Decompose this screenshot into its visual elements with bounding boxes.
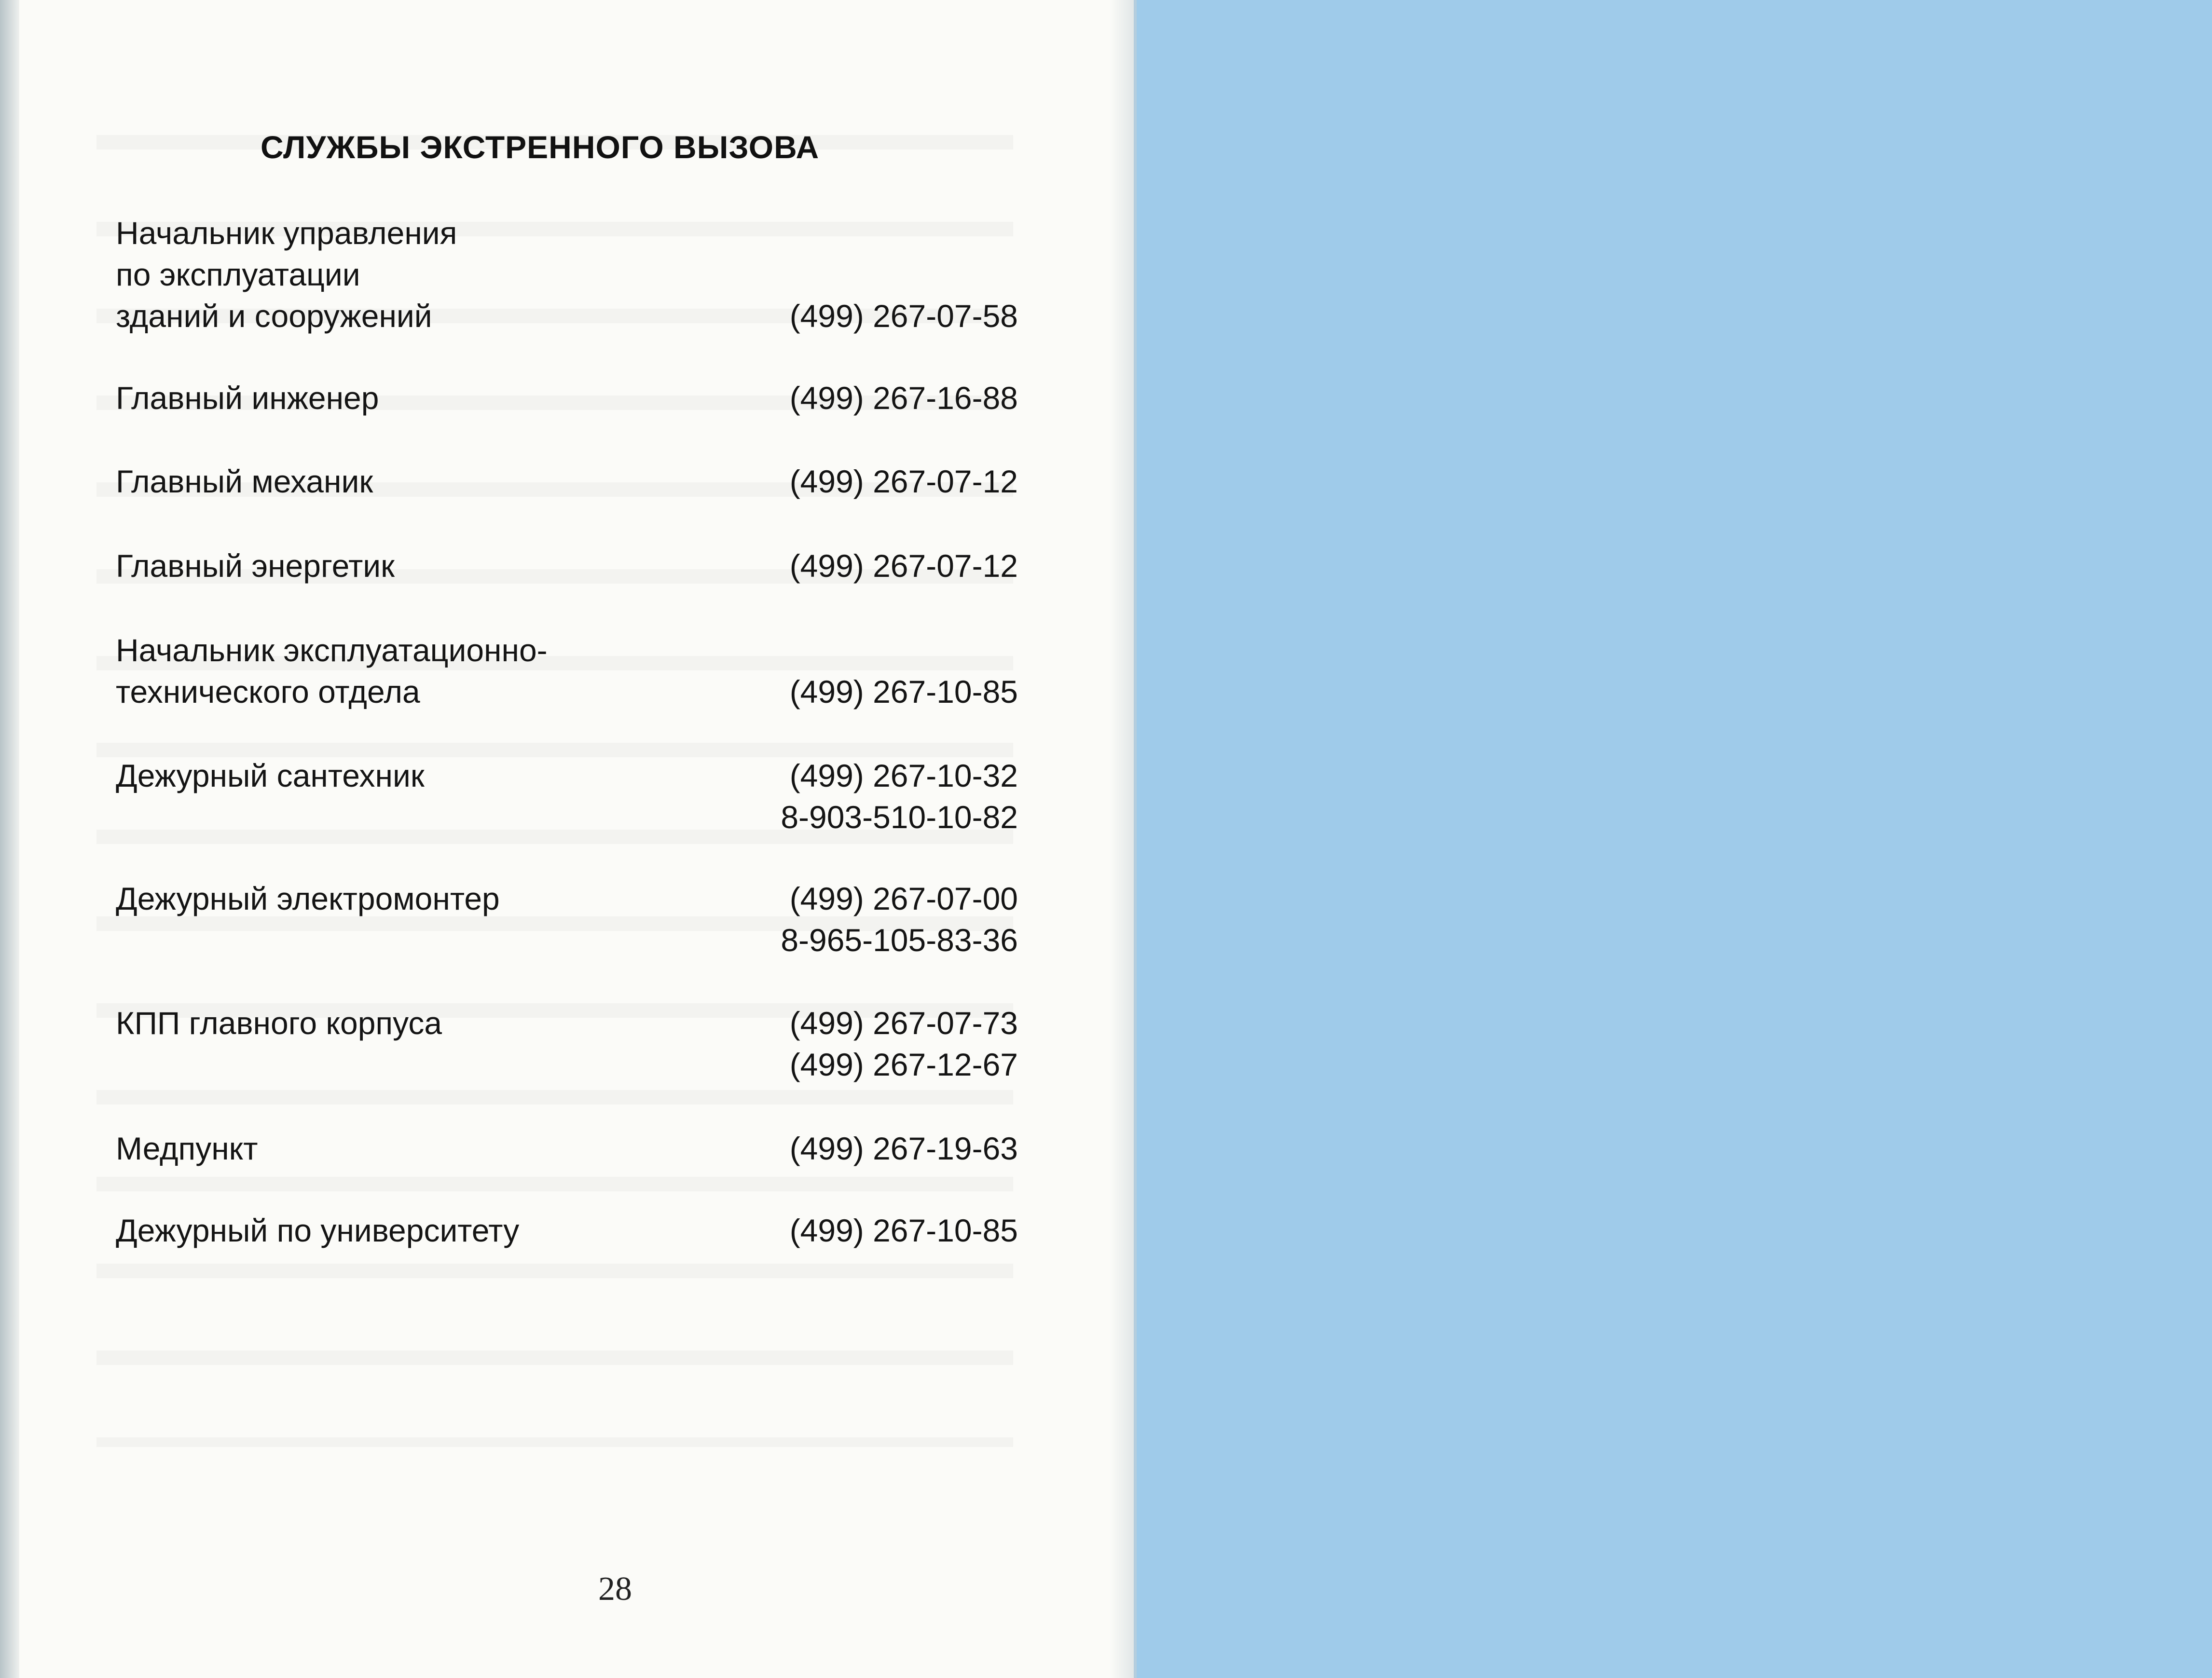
contact-name <box>116 1002 695 1044</box>
phone-number: (499) 267-07-58 <box>789 298 1018 334</box>
contact-name-line: Медпункт <box>116 1131 258 1166</box>
contact-phones <box>680 1210 1018 1251</box>
contact-phones <box>680 671 1018 712</box>
phone-number: (499) 267-12-67 <box>789 1047 1018 1082</box>
phone-number: (499) 267-10-32 <box>789 758 1018 793</box>
phone-number: 8-965-105-83-36 <box>781 922 1018 958</box>
contact-name-line: Дежурный сантехник <box>116 758 425 793</box>
phone-number: (499) 267-07-12 <box>789 548 1018 584</box>
contact-name-line: Начальник управления <box>116 215 457 251</box>
contact-name-line: Главный энергетик <box>116 548 395 584</box>
phone-number: (499) 267-07-00 <box>789 881 1018 916</box>
contact-name <box>116 1128 695 1169</box>
contact-name <box>116 212 695 337</box>
contact-name-line: КПП главного корпуса <box>116 1005 442 1041</box>
contact-name-line: зданий и сооружений <box>116 298 432 334</box>
right-page-blue-cover <box>1137 0 2212 1678</box>
phone-number: (499) 267-10-85 <box>789 674 1018 709</box>
phone-number: (499) 267-19-63 <box>789 1131 1018 1166</box>
contact-phones <box>680 545 1018 587</box>
contact-name <box>116 377 695 419</box>
contact-phones <box>680 878 1018 961</box>
emergency-contacts-list <box>116 0 1018 1678</box>
contact-name-line: по эксплуатации <box>116 257 360 292</box>
contact-phones <box>680 755 1018 838</box>
contact-name <box>116 629 695 712</box>
contact-name <box>116 878 695 919</box>
contact-name <box>116 545 695 587</box>
phone-number: (499) 267-07-12 <box>789 464 1018 499</box>
phone-number: (499) 267-16-88 <box>789 380 1018 416</box>
phone-number: (499) 267-07-73 <box>789 1005 1018 1041</box>
phone-number: 8-903-510-10-82 <box>781 799 1018 835</box>
spine-shadow <box>1110 0 1139 1678</box>
contact-name <box>116 461 695 502</box>
contact-phones <box>680 295 1018 337</box>
page-edge <box>0 0 19 1678</box>
contact-name-line: Главный механик <box>116 464 373 499</box>
contact-phones <box>680 1128 1018 1169</box>
contact-name-line: технического отдела <box>116 674 420 709</box>
contact-name <box>116 1210 695 1251</box>
contact-name-line: Начальник эксплуатационно- <box>116 632 548 668</box>
contact-phones <box>680 1002 1018 1085</box>
page-number: 28 <box>598 1570 632 1608</box>
contact-phones <box>680 377 1018 419</box>
phone-number: (499) 267-10-85 <box>789 1213 1018 1248</box>
contact-name <box>116 755 695 796</box>
contact-name-line: Главный инженер <box>116 380 379 416</box>
contact-name-line: Дежурный электромонтер <box>116 881 500 916</box>
contact-name-line: Дежурный по университету <box>116 1213 520 1248</box>
page-title: СЛУЖБЫ ЭКСТРЕННОГО ВЫЗОВА <box>261 129 820 165</box>
contact-phones <box>680 461 1018 502</box>
